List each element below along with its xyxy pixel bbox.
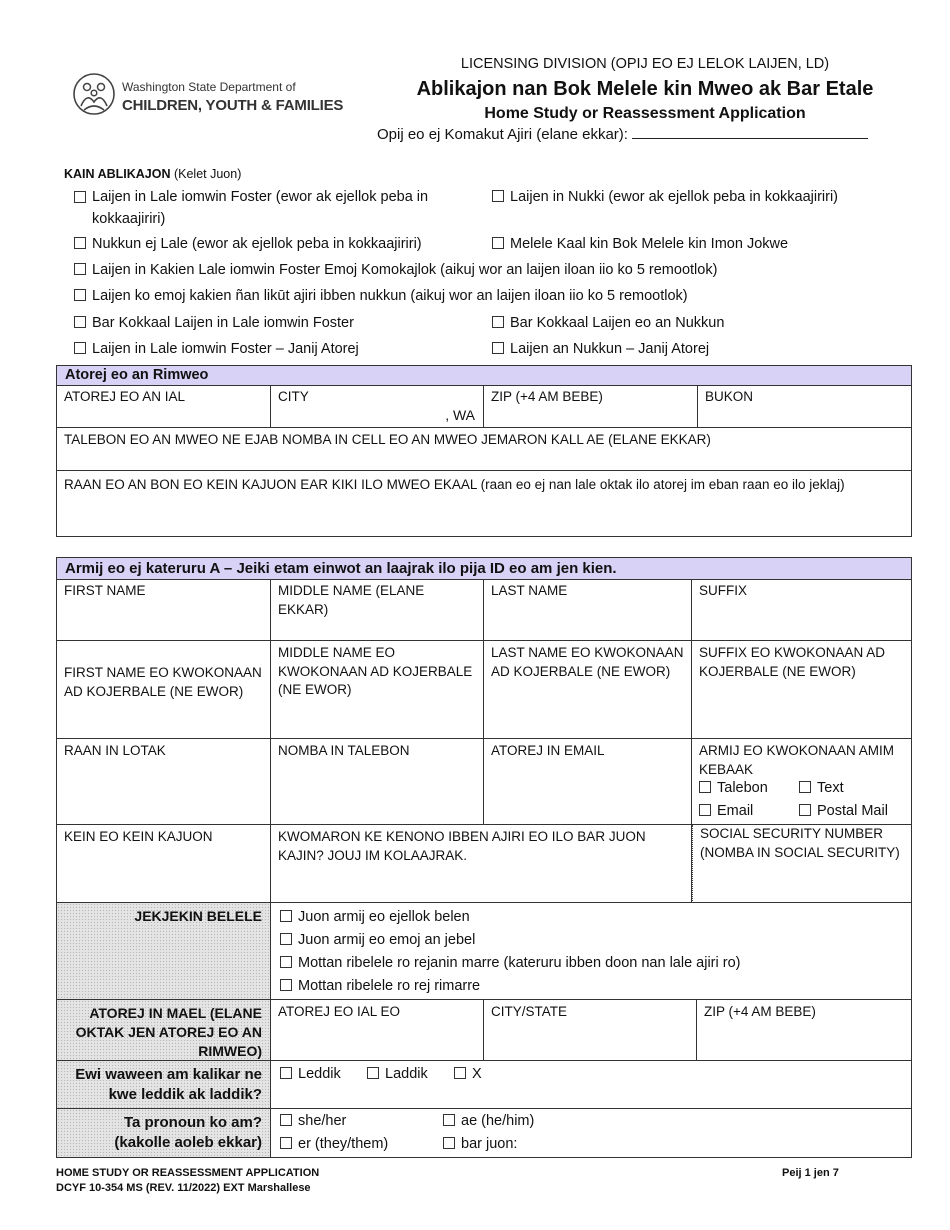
option-label: Bar Kokkaal Laijen eo an Nukkun: [510, 315, 725, 331]
field-label: LAST NAME: [491, 583, 568, 598]
app-type-option[interactable]: [74, 312, 489, 334]
footer-form-id: DCYF 10-354 MS (REV. 11/2022) EXT Marshallese: [56, 1182, 311, 1194]
pronoun-options: [271, 1109, 911, 1157]
option-label: Laijen in Kakien Lale iomwin Foster Emoj Komokajlok (aikuj wor an laijen iloan iio ko 5 remootlok): [92, 262, 718, 278]
email-field[interactable]: [484, 739, 692, 825]
contact-option[interactable]: [699, 802, 753, 821]
option-label: Mottan ribelele ro rejanin marre (kateruru ibben doon nan lale ajiri ro): [298, 955, 741, 971]
checkbox-icon[interactable]: [367, 1067, 379, 1079]
pronoun-option[interactable]: [443, 1112, 534, 1131]
family-logo-icon: [72, 72, 116, 116]
field-label: CITY/STATE: [491, 1004, 568, 1019]
field-label: MIDDLE NAME (ELANE EKKAR): [278, 583, 425, 617]
footer-form-title: HOME STUDY OR REASSESSMENT APPLICATION: [56, 1167, 320, 1179]
field-label: MIDDLE NAME EO KWOKONAAN AD KOJERBALE (NE EWOR): [278, 645, 473, 697]
contact-option[interactable]: [799, 802, 888, 821]
field-label: SUFFIX: [699, 583, 748, 598]
checkbox-icon[interactable]: [280, 979, 292, 991]
marital-option[interactable]: [280, 975, 904, 998]
prev-middle-name-field[interactable]: [271, 641, 484, 739]
license-number-field[interactable]: [377, 126, 868, 143]
option-label: Talebon: [717, 780, 768, 796]
option-label: bar juon:: [461, 1136, 518, 1152]
app-type-option[interactable]: [492, 338, 912, 360]
option-label: Laddik: [385, 1066, 428, 1082]
gender-option[interactable]: [280, 1065, 341, 1084]
mail-zip-field[interactable]: [697, 1000, 911, 1061]
form-title: Ablikajon nan Bok Melele kin Mweo ak Bar Etale: [416, 78, 874, 100]
prev-last-name-field[interactable]: [484, 641, 692, 739]
contact-option[interactable]: [699, 779, 768, 798]
option-label: she/her: [298, 1113, 347, 1129]
option-label: Melele Kaal kin Bok Melele kin Imon Jokwe: [510, 236, 789, 252]
pronoun-label: [57, 1109, 271, 1157]
checkbox-icon[interactable]: [492, 316, 504, 328]
field-label: NOMBA IN TALEBON: [278, 743, 410, 758]
checkbox-icon[interactable]: [280, 1137, 292, 1149]
app-type-option[interactable]: [492, 233, 912, 255]
option-label: Mottan ribelele ro rej rimarre: [298, 978, 481, 994]
checkbox-icon[interactable]: [74, 342, 86, 354]
license-number-label: Opij eo ej Komakut Ajiri (elane ekkar):: [377, 126, 628, 143]
application-type-heading: KAIN ABLIKAJON: [64, 167, 171, 181]
gender-label: [57, 1061, 271, 1109]
checkbox-icon[interactable]: [280, 910, 292, 922]
application-type-label: [64, 167, 241, 181]
app-type-option[interactable]: [492, 186, 912, 208]
lived-with-field[interactable]: [271, 825, 692, 903]
prev-suffix-field[interactable]: [692, 641, 911, 739]
checkbox-icon[interactable]: [492, 237, 504, 249]
option-label: Juon armij eo ejellok belen: [298, 909, 470, 925]
field-label: ARMIJ EO KWOKONAAN AMIM KEBAAK: [699, 743, 895, 777]
residence-zip-field[interactable]: [484, 385, 698, 428]
dob-field[interactable]: [57, 739, 271, 825]
form-subtitle: Home Study or Reassessment Application: [484, 105, 806, 122]
checkbox-icon[interactable]: [280, 1114, 292, 1126]
field-label: RAAN EO AN BON EO KEIN KAJUON EAR KIKI ILO MWEO EKAAL (raan eo ej nan lale oktak ilo atorej im eban raan eo ilo jeklaj): [64, 477, 845, 492]
field-label: SUFFIX EO KWOKONAAN AD KOJERBALE (NE EWOR): [699, 645, 886, 679]
mail-address-field[interactable]: [271, 1000, 484, 1061]
applicant-table: [56, 579, 912, 1158]
residence-city-field[interactable]: [271, 385, 484, 428]
field-label: Ta pronoun ko am? (kakolle aoleb ekkar): [114, 1114, 262, 1151]
pronoun-option[interactable]: [443, 1135, 517, 1154]
marital-option[interactable]: [280, 952, 904, 975]
checkbox-icon[interactable]: [492, 342, 504, 354]
field-label: ATOREJ EO AN IAL: [64, 389, 186, 404]
division-heading: LICENSING DIVISION (OPIJ EO EJ LELOK LAIJEN, LD): [460, 56, 830, 72]
logo-line-2: CHILDREN, YOUTH & FAMILIES: [122, 97, 344, 114]
phone-field[interactable]: [271, 739, 484, 825]
option-label: Laijen in Nukki (ewor ak ejellok peba in kokkaajiriri): [510, 189, 839, 205]
option-label: Nukkun ej Lale (ewor ak ejellok peba in kokkaajiriri): [92, 236, 422, 252]
checkbox-icon[interactable]: [280, 1067, 292, 1079]
option-label: er (they/them): [298, 1136, 389, 1152]
application-type-hint: (Kelet Juon): [173, 167, 242, 181]
move-date-field[interactable]: [57, 825, 271, 903]
option-label: Laijen ko emoj kakien ñan likūt ajiri ibben nukkun (aikuj wor an laijen iloan iio ko 5 remootlok): [92, 288, 688, 304]
field-label: ZIP (+4 AM BEBE): [704, 1004, 816, 1019]
field-label: KEIN EO KEIN KAJUON: [64, 829, 213, 844]
field-label: JEKJEKIN BELELE: [134, 908, 262, 924]
gender-options: [271, 1061, 911, 1109]
checkbox-icon[interactable]: [74, 191, 86, 203]
app-type-option[interactable]: [492, 312, 912, 334]
residence-table: [56, 385, 912, 537]
mail-city-field[interactable]: [484, 1000, 697, 1061]
marital-status-label: [57, 903, 271, 1000]
checkbox-icon[interactable]: [280, 956, 292, 968]
field-label: ATOREJ IN EMAIL: [491, 743, 605, 758]
option-label: Postal Mail: [817, 803, 888, 819]
app-type-option[interactable]: [74, 259, 914, 281]
app-type-option[interactable]: [74, 338, 489, 360]
state-label: , WA: [445, 406, 475, 423]
checkbox-icon[interactable]: [443, 1137, 455, 1149]
checkbox-icon[interactable]: [492, 190, 504, 202]
option-label: Laijen in Lale iomwin Foster (ewor ak ejellok peba in kokkaajiriri): [92, 189, 429, 227]
app-type-option[interactable]: [74, 233, 489, 255]
marital-option[interactable]: [280, 906, 904, 929]
option-label: Juon armij eo emoj an jebel: [298, 932, 476, 948]
contact-preference-field: [692, 739, 911, 825]
option-label: X: [472, 1066, 482, 1082]
field-label: TALEBON EO AN MWEO NE EJAB NOMBA IN CELL EO AN MWEO JEMARON KALL AE (ELANE EKKAR): [64, 432, 711, 447]
field-label: KWOMARON KE KENONO IBBEN AJIRI EO ILO BAR JUON KAJIN? JOUJ IM KOLAAJRAK.: [278, 829, 646, 863]
field-label: BUKON: [705, 389, 754, 404]
option-label: ae (he/him): [461, 1113, 535, 1129]
field-label: ATOREJ IN MAEL (ELANE OKTAK JEN ATOREJ EO AN RIMWEO): [75, 1005, 262, 1059]
checkbox-icon[interactable]: [799, 804, 811, 816]
field-label: LAST NAME EO KWOKONAAN AD KOJERBALE (NE EWOR): [491, 645, 684, 679]
gender-option[interactable]: [454, 1065, 482, 1084]
field-label: ZIP (+4 AM BEBE): [491, 389, 603, 404]
residence-section-header: Atorej eo an Rimweo: [56, 365, 912, 386]
suffix-field[interactable]: [692, 579, 911, 641]
residence-move-date-field[interactable]: [57, 471, 911, 535]
checkbox-icon[interactable]: [699, 804, 711, 816]
field-label: ATOREJ EO IAL EO: [278, 1004, 401, 1019]
license-number-line[interactable]: [632, 126, 868, 139]
checkbox-icon[interactable]: [280, 933, 292, 945]
checkbox-icon[interactable]: [74, 289, 86, 301]
mailing-address-label: [57, 1000, 271, 1061]
checkbox-icon[interactable]: [699, 781, 711, 793]
field-label: FIRST NAME EO KWOKONAAN AD KOJERBALE (NE EWOR): [64, 665, 262, 699]
contact-option[interactable]: [799, 779, 844, 798]
middle-name-field[interactable]: [271, 579, 484, 641]
field-label: Ewi waween am kalikar ne kwe leddik ak laddik?: [75, 1066, 262, 1103]
residence-phone-field[interactable]: [57, 428, 911, 471]
checkbox-icon[interactable]: [443, 1114, 455, 1126]
applicant-section-header: Armij eo ej kateruru A – Jeiki etam einwot an laajrak ilo pija ID eo am jen kien.: [56, 557, 912, 580]
option-label: Laijen in Lale iomwin Foster – Janij Atorej: [92, 341, 359, 357]
field-label: RAAN IN LOTAK: [64, 743, 166, 758]
option-label: Email: [717, 803, 754, 819]
last-name-field[interactable]: [484, 579, 692, 641]
pronoun-option[interactable]: [280, 1135, 388, 1154]
prev-first-name-field[interactable]: [57, 641, 271, 739]
option-label: Bar Kokkaal Laijen in Lale iomwin Foster: [92, 315, 354, 331]
agency-logo: [72, 72, 344, 122]
marital-option[interactable]: [280, 929, 904, 952]
checkbox-icon[interactable]: [74, 263, 86, 275]
option-label: Leddik: [298, 1066, 341, 1082]
field-label: FIRST NAME: [64, 583, 146, 598]
app-type-option[interactable]: [74, 285, 914, 307]
option-label: Laijen an Nukkun – Janij Atorej: [510, 341, 710, 357]
app-type-option[interactable]: [74, 186, 474, 230]
field-label: CITY: [278, 389, 309, 404]
marital-status-options: [271, 903, 911, 1000]
checkbox-icon[interactable]: [454, 1067, 466, 1079]
pronoun-option[interactable]: [280, 1112, 346, 1131]
checkbox-icon[interactable]: [799, 781, 811, 793]
checkbox-icon[interactable]: [74, 237, 86, 249]
logo-line-1: Washington State Department of: [122, 80, 296, 94]
residence-county-field[interactable]: [698, 385, 911, 428]
first-name-field[interactable]: [57, 579, 271, 641]
residence-address-field[interactable]: [57, 385, 271, 428]
option-label: Text: [817, 780, 844, 796]
field-label: SOCIAL SECURITY NUMBER (NOMBA IN SOCIAL SECURITY): [700, 826, 900, 860]
checkbox-icon[interactable]: [74, 316, 86, 328]
footer-page-number: Peij 1 jen 7: [782, 1167, 839, 1179]
gender-option[interactable]: [367, 1065, 428, 1084]
ssn-field[interactable]: [692, 825, 911, 903]
